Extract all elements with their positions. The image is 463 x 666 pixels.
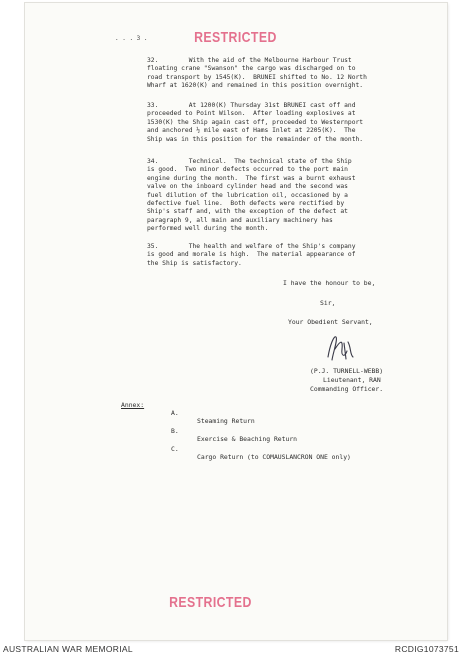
paragraph-line: paragraph 9, all main and auxiliary machinery has (147, 216, 333, 224)
paragraph-34 (147, 158, 407, 234)
closing-honour: I have the honour to be, (283, 279, 376, 287)
annex-letter: B. (171, 427, 179, 435)
signatory-role: Commanding Officer. (310, 385, 384, 393)
handwritten-signature (320, 327, 360, 367)
annex-text: Exercise & Beaching Return (197, 435, 298, 443)
annex-letter: C. (171, 445, 179, 453)
signatory-rank: Lieutenant, RAN (323, 376, 381, 384)
restricted-stamp-top: RESTRICTED (194, 29, 277, 46)
paragraph-line: the Ship is satisfactory. (147, 259, 242, 267)
paragraph-line: 34. Technical. The technical state of the Ship (147, 158, 352, 165)
paragraph-line: performed well during the month. (147, 225, 269, 233)
paragraph-33 (147, 102, 407, 144)
paragraph-line: 33. At 1200(K) Thursday 31st BRUNEI cast off and (147, 102, 356, 109)
annex-text: Steaming Return (197, 417, 255, 425)
paragraph-line: 35. The health and welfare of the Ship's company (147, 243, 356, 250)
paragraph-line: road transport by 1545(K). BRUNEI shifted to No. 12 North (147, 73, 367, 81)
annex-text: Cargo Return (to COMAUSLANCRON ONE only) (197, 453, 351, 461)
page-marker: . . . 3 . (115, 35, 148, 42)
annex-label: Annex: (121, 401, 145, 409)
annex-letter: A. (171, 409, 179, 417)
paragraph-line: valve on the inboard cylinder head and the second was (147, 183, 348, 191)
closing-salutation: Sir, (320, 299, 336, 307)
record-id: RCDIG1073751 (394, 644, 459, 654)
paragraph-line: defective fuel line. Both defects were rectified by (147, 200, 345, 208)
closing-servant: Your Obedient Servant, (288, 318, 373, 326)
paragraph-line: is good. Two minor defects occurred to the port main (147, 166, 348, 174)
signatory-name: (P.J. TURNELL-WEBB) (310, 367, 384, 375)
paragraph-line: 1530(K) the Ship again cast off, proceeded to Westernport (147, 118, 364, 126)
archive-credit: AUSTRALIAN WAR MEMORIAL (3, 644, 133, 654)
paragraph-line: and anchored ½ mile east of Hams Inlet at 2205(K). The (147, 127, 356, 135)
restricted-stamp-bottom: RESTRICTED (169, 594, 252, 611)
paragraph-line: floating crane "Swanson" the cargo was discharged on to (147, 65, 356, 73)
paragraph-line: 32. With the aid of the Melbourne Harbour Trust (147, 57, 352, 64)
paragraph-35 (147, 243, 407, 268)
paragraph-line: Ship's staff and, with the exception of the defect at (147, 208, 348, 216)
paragraph-line: engine during the month. The first was a burnt exhaust (147, 174, 356, 182)
paragraph-line: proceeded to Point Wilson. After loading explosives at (147, 110, 356, 118)
paragraph-line: is good and morale is high. The material appearance of (147, 251, 356, 259)
document-page (25, 3, 447, 640)
paragraph-32 (147, 57, 407, 91)
paragraph-line: Ship was in this position for the remainder of the month. (147, 135, 364, 143)
paragraph-line: fuel dilution of the lubrication oil, occasioned by a (147, 191, 348, 199)
paragraph-line: Wharf at 1620(K) and remained in this position overnight. (147, 82, 364, 90)
